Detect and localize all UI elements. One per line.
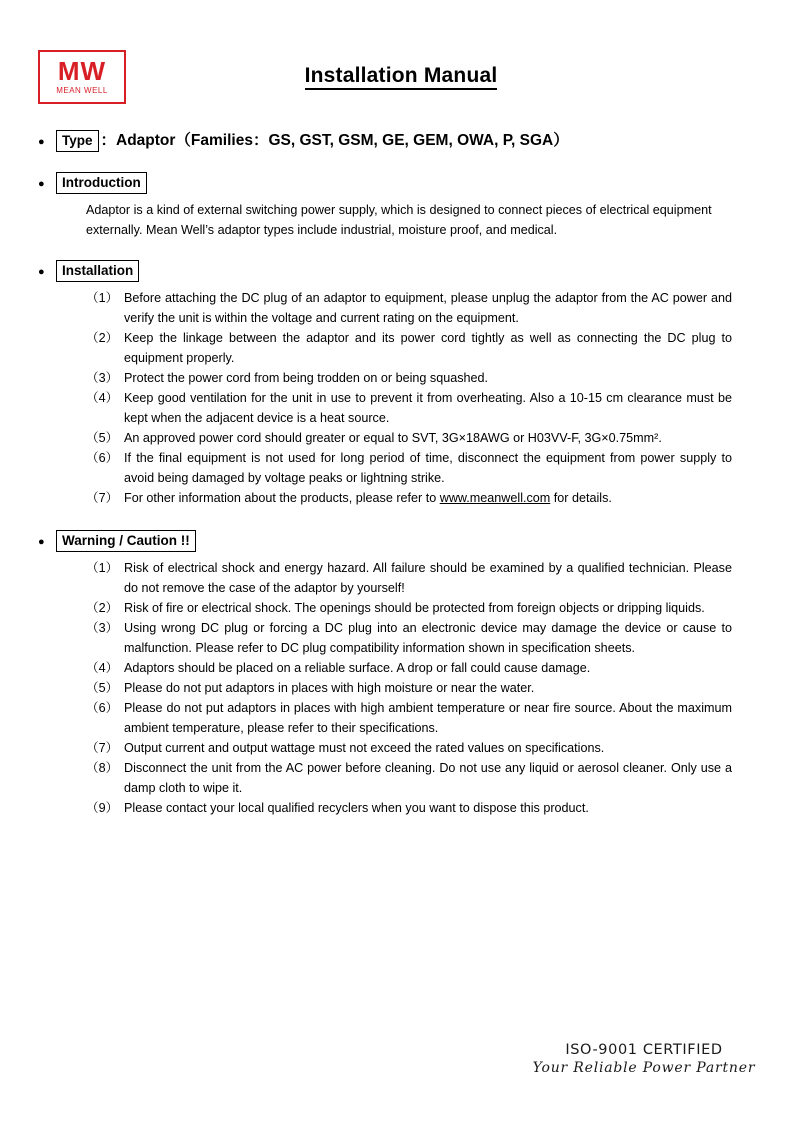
- list-item: [86, 388, 732, 428]
- installation-section: [38, 260, 764, 508]
- document-header: [38, 42, 764, 104]
- list-item-number: （1）: [86, 561, 119, 575]
- company-tagline: Your Reliable Power Partner: [532, 1060, 756, 1076]
- list-item-text: Protect the power cord from being trodden on or being squashed.: [124, 371, 489, 385]
- list-item-number: （6）: [86, 451, 119, 465]
- type-section: [38, 130, 764, 152]
- warning-heading: Warning / Caution !!: [56, 530, 196, 552]
- type-label: Type: [56, 130, 99, 152]
- document-footer: [524, 1042, 764, 1076]
- introduction-heading: Introduction: [56, 172, 147, 194]
- list-item: [86, 658, 732, 678]
- logo-brand-text: MEAN WELL: [56, 86, 108, 95]
- list-item: [86, 738, 732, 758]
- meanwell-website-link[interactable]: www.meanwell.com: [439, 491, 551, 505]
- introduction-text: Adaptor is a kind of external switching power supply, which is designed to connect pieces of electrical equipment externally. Mean Well’s adaptor types include industrial, moisture proof, and medical.: [86, 203, 712, 237]
- bullet-icon-installation: [38, 260, 56, 282]
- list-item-number: （5）: [86, 431, 119, 445]
- list-item-number: （3）: [86, 621, 119, 635]
- list-item-number: （5）: [86, 681, 119, 695]
- list-item-text: Keep good ventilation for the unit in use to prevent it from overheating. Also a 10-15 cm clearance must be kept when the adjacent device is a heat source.: [124, 391, 732, 425]
- type-line: [56, 130, 569, 152]
- list-item-number: （9）: [86, 801, 119, 815]
- list-item-text: Adaptors should be placed on a reliable surface. A drop or fall could cause damage.: [124, 661, 591, 675]
- page-title-text: Installation Manual: [305, 64, 498, 90]
- list-item-number: （6）: [86, 701, 119, 715]
- list-item: [86, 798, 732, 818]
- list-item: [86, 698, 732, 738]
- list-item-text: Please do not put adaptors in places with high moisture or near the water.: [124, 681, 535, 695]
- list-item-text: Please do not put adaptors in places with high ambient temperature or near fire source. About the maximum ambient temperature, please refer to their specifications.: [124, 701, 732, 735]
- list-item-number: （7）: [86, 741, 119, 755]
- list-item: [86, 448, 732, 488]
- list-item: [86, 328, 732, 368]
- list-item-text: Risk of electrical shock and energy hazard. All failure should be examined by a qualified technician. Please do not remove the case of the adaptor by yourself!: [124, 561, 732, 595]
- list-item: [86, 368, 732, 388]
- introduction-section: [38, 172, 764, 240]
- list-item-number: （2）: [86, 331, 119, 345]
- logo-mark-text: MW: [57, 56, 107, 86]
- list-item-number: （2）: [86, 601, 119, 615]
- installation-list: [86, 288, 732, 508]
- installation-heading: Installation: [56, 260, 139, 282]
- warning-section: [38, 530, 764, 818]
- list-item-text-after: for details.: [550, 491, 612, 505]
- list-item-text: Keep the linkage between the adaptor and its power cord tightly as well as connecting the DC plug to equipment properly.: [124, 331, 732, 365]
- iso-certification-text: ISO-9001 CERTIFIED: [565, 1042, 723, 1058]
- list-item: [86, 758, 732, 798]
- list-item-number: （4）: [86, 391, 119, 405]
- type-value: ：Adaptor（Families：GS, GST, GSM, GE, GEM, OWA, P, SGA）: [100, 132, 569, 149]
- list-item-text: Please contact your local qualified recyclers when you want to dispose this product.: [124, 801, 589, 815]
- list-item-number: （3）: [86, 371, 119, 385]
- list-item-text: Disconnect the unit from the AC power before cleaning. Do not use any liquid or aerosol cleaner. Only use a damp cloth to wipe it.: [124, 761, 732, 795]
- list-item: [86, 558, 732, 598]
- list-item-text: If the final equipment is not used for long period of time, disconnect the equipment from power supply to avoid being damaged by voltage peaks or lightning strike.: [124, 451, 732, 485]
- list-item-number: （1）: [86, 291, 119, 305]
- list-item-number: （7）: [86, 491, 119, 505]
- list-item-text-before: For other information about the products, please refer to: [124, 491, 440, 505]
- list-item-text: Risk of fire or electrical shock. The openings should be protected from foreign objects or dripping liquids.: [124, 601, 705, 615]
- bullet-icon-type: [38, 130, 56, 152]
- list-item-text: An approved power cord should greater or equal to SVT, 3G×18AWG or H03VV-F, 3G×0.75mm².: [124, 431, 662, 445]
- list-item-text: Using wrong DC plug or forcing a DC plug into an electronic device may damage the device or cause to malfunction. Please refer to DC plug compatibility information shown in specification sheets.: [124, 621, 732, 655]
- list-item: [86, 428, 732, 448]
- list-item-text: Before attaching the DC plug of an adaptor to equipment, please unplug the adaptor from the AC power and verify the unit is within the voltage and current rating on the equipment.: [124, 291, 732, 325]
- list-item-text: [124, 488, 732, 508]
- list-item-number: （4）: [86, 661, 119, 675]
- warning-list: [86, 558, 732, 818]
- list-item: [86, 598, 732, 618]
- list-item: [86, 288, 732, 328]
- list-item-number: （8）: [86, 761, 119, 775]
- list-item: [86, 488, 732, 508]
- list-item: [86, 678, 732, 698]
- bullet-icon-introduction: [38, 172, 56, 194]
- list-item: [86, 618, 732, 658]
- bullet-icon-warning: [38, 530, 56, 552]
- page-title: [38, 64, 764, 88]
- list-item-text: Output current and output wattage must not exceed the rated values on specifications.: [124, 741, 605, 755]
